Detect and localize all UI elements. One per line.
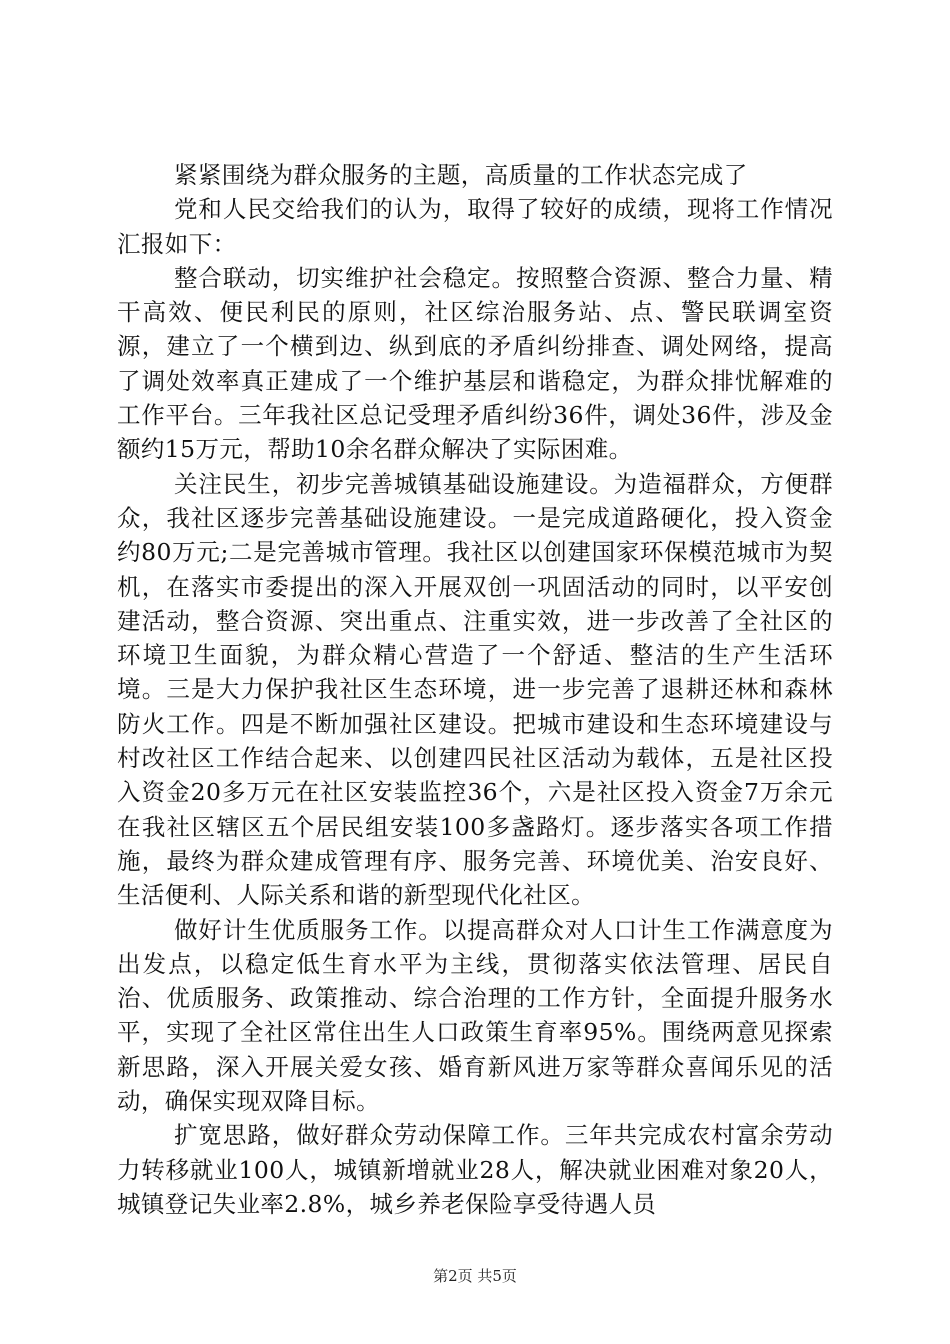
paragraph-social-stability: 整合联动，切实维护社会稳定。按照整合资源、整合力量、精干高效、便民利民的原则，社区综治服务站、点、警民联调室资源，建立了一个横到边、纵到底的矛盾纠纷排查、调处网络，提高了调处效率真正建成了一个维护基层和谐稳定，为群众排忧解难的工作平台。三年我社区总记受理矛盾纠纷36件，调处36件，涉及金额约15万元，帮助10余名群众解决了实际困难。 <box>117 263 833 464</box>
document-body <box>117 158 833 1221</box>
paragraph-infrastructure: 关注民生，初步完善城镇基础设施建设。为造福群众，方便群众，我社区逐步完善基础设施建设。一是完成道路硬化，投入资金约80万元;二是完善城市管理。我社区以创建国家环保模范城市为契机，在落实市委提出的深入开展双创一巩固活动的同时，以平安创建活动，整合资源、突出重点、注重实效，进一步改善了全社区的环境卫生面貌，为群众精心营造了一个舒适、整洁的生产生活环境。三是大力保护我社区生态环境，进一步完善了退耕还林和森林防火工作。四是不断加强社区建设。把城市建设和生态环境建设与村改社区工作结合起来、以创建四民社区活动为载体，五是社区投入资金20多万元在社区安装监控36个，六是社区投入资金7万余元在我社区辖区五个居民组安装100多盏路灯。逐步落实各项工作措施，最终为群众建成管理有序、服务完善、环境优美、治安良好、生活便利、人际关系和谐的新型现代化社区。 <box>117 469 833 910</box>
paragraph-report-lead: 党和人民交给我们的认为，取得了较好的成绩，现将工作情况汇报如下： <box>117 195 833 258</box>
paragraph-labor-security: 扩宽思路，做好群众劳动保障工作。三年共完成农村富余劳动力转移就业100人，城镇新增就业28人，解决就业困难对象20人，城镇登记失业率2.8%，城乡养老保险享受待遇人员 <box>117 1121 833 1218</box>
paragraph-family-planning: 做好计生优质服务工作。以提高群众对人口计生工作满意度为出发点，以稳定低生育水平为主线，贯彻落实依法管理、居民自治、优质服务、政策推动、综合治理的工作方针，全面提升服务水平，实现了全社区常住出生人口政策生育率95%。围绕两意见探索新思路，深入开展关爱女孩、婚育新风进万家等群众喜闻乐见的活动，确保实现双降目标。 <box>117 915 833 1116</box>
paragraph-intro: 紧紧围绕为群众服务的主题，高质量的工作状态完成了 <box>174 161 748 189</box>
page-footer: 第2页 共5页 <box>433 1267 517 1285</box>
